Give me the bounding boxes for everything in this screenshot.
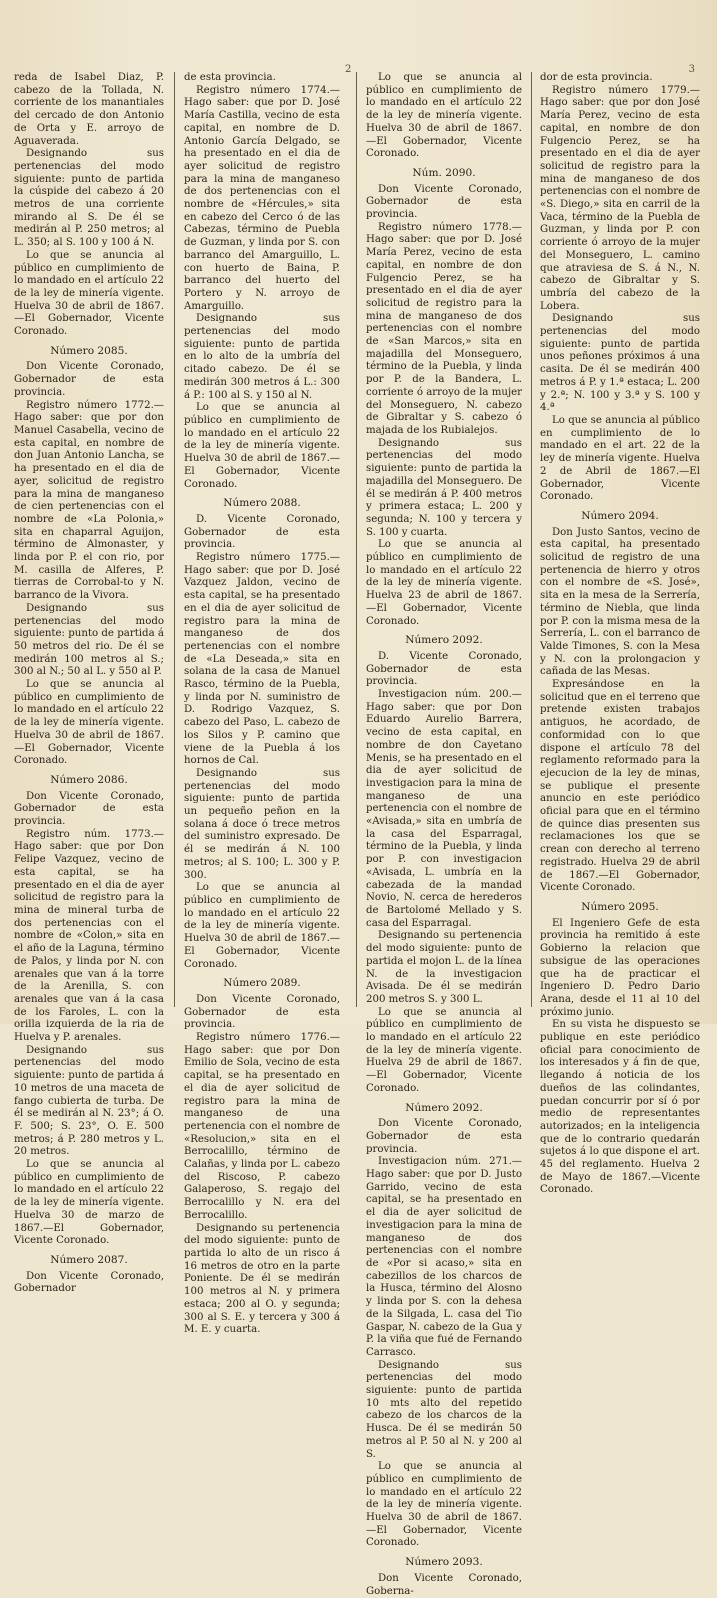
paragraph: Registro número 1772.—Hago saber: que por don Manuel Casabella, vecino de esta capital, en nombre de don Juan Antonio Lancha, se ha presentado en el dia de ayer, solicitud de registro para la mina de manganeso de cien pertenencias con el nombre de «La Polonia,» sita en chaparral Aguijon, término de Almonaster, y linda por P. el con rio, por M. casilla de Alferes, P. tierras de Corrobal-to y N. barranco de la Vivora.	[14, 399, 164, 602]
paragraph: Registro número 1775.—Hago saber: que por D. José Vazquez Jaldon, vecino de esta capital, se ha presentado en el dia de ayer solicitud de registro para la mina de manganeso de dos pertenencias con el nombre de «La Deseada,» sita en solana de la casa de Manuel Rasco, término de la Puebla, y linda por N. suministro de D. Rodrigo Vazquez, S. cabezo del Paso, L. cabezo de los Silos y P. camino que viene de la Puebla á los hornos de Cal.	[184, 552, 340, 767]
notice-number: Número 2092.	[405, 634, 483, 647]
paragraph: Designando sus pertenencias del modo siguiente: punto de partida en lo alto de la umbría del citado cabezo. De él se medirán 300 metros á L.: 300 á P.: 100 al S. y 150 al N.	[184, 313, 340, 401]
paragraph: Don Vicente Coronado, Gobernador de esta provincia.	[184, 993, 340, 1031]
paragraph: Lo que se anuncia al público en cumplimiento de lo mandado en el artículo 22 de la ley de minería vigente. Huelva 23 de abril de 1867. —El Gobernador, Vicente Coronado.	[366, 539, 522, 627]
paragraph: Designando sus pertenencias del modo siguiente: punto de partida unos peñones próximos á una casita. De él se medirán 400 metros á P. y 1.ª estaca; L. 200 y 2.ª; N. 100 y 3.ª y S. 100 y 4.ª	[540, 313, 700, 414]
notice-number: Número 2089.	[223, 977, 301, 990]
paragraph: En su vista he dispuesto se publique en este periódico oficial para conocimiento de los interesados y á fin de que, llegando á noticia de los dueños de las colindantes, puedan concurrir por sí ó por medio de representantes autorizados; en la inteligencia que de lo contrario quedarán sujetos á lo que dispone el art. 45 del reglamento. Huelva 2 de Mayo de 1867.—Vicente Coronado.	[540, 1019, 700, 1196]
paragraph: Registro número 1778.—Hago saber: que por D. José María Perez, vecino de esta capital, en nombre de don Fulgencio Perez, se ha presentado en el dia de ayer solicitud de registro para la mina de manganeso de dos pertenencias con el nombre de «San Marcos,» sita en majadilla del Monseguero, término de la Puebla, y linda por P. de la Bandera, L. corriente ó arroyo de la mujer del Monseguero, N. cabezo de Gibraltar y S. cabezo ó majada de los Rubialejos.	[366, 221, 522, 436]
paragraph: Don Vicente Coronado, Gobernador	[14, 1270, 164, 1295]
column-rule	[531, 72, 532, 1007]
paragraph: Lo que se anuncia al público en cumplimiento de lo mandado en el artículo 22 de la ley de minería vigente. Huelva 30 de abril de 1867.—El Gobernador, Vicente Coronado.	[184, 882, 340, 970]
paragraph: Registro número 1776.—Hago saber: que por Don Emilio de Sola, vecino de esta capital, se ha presentado en el dia de ayer solicitud de registro para la mina de manganeso de una pertenencia con el nombre de «Resolucion,» sita en el Berrocalillo, término de Calañas, y linda por L. cabezo del Riscoso, P. cabezo Galaperoso, S. regajo del Berrocalillo y N. era del Berrocalillo.	[184, 1032, 340, 1221]
paragraph: Registro número 1774.—Hago saber: que por D. José María Castilla, vecino de esta capital, en nombre de D. Antonio García Delgado, se ha presentado en el dia de ayer solicitud de registro para la mina de manganeso de dos pertenencias con el nombre de «Hércules,» sita en cabezo del Cerco ó de las Cabezas, término de Puebla de Guzman, y linda por S. con barranco del Amarguillo, L. con huerto de Baina, P. barranco del huerto del Portero y N. arroyo de Amarguillo.	[184, 84, 340, 312]
paragraph: Lo que se anuncia al público en cumplimiento de lo mandado en el artículo 22 de la ley de minería vigente. Huelva 30 de marzo de 1867.—El Gobernador, Vicente Coronado.	[14, 1159, 164, 1247]
paragraph: Don Vicente Coronado, Gobernador de esta provincia.	[14, 361, 164, 398]
notice-number: Número 2086.	[50, 773, 128, 786]
paragraph: Investigacion núm. 271.—Hago saber: que por D. Justo Garrido, vecino de esta capital, se ha presentado en el dia de ayer solicitud de investigacion para la mina de manganeso de dos pertenencias con el nombre de «Por si acaso,» sita en cabezillos de los charcos de la Husca, término del Alosno y linda por S. con la dehesa de la Silgada, L. casa del Tio Gaspar, N. cabezo de la Gua y P. la viña que fué de Fernando Carrasco.	[366, 1156, 522, 1358]
column-3	[366, 72, 522, 1597]
paragraph: Registro número 1779.—Hago saber: que por don José María Perez, vecino de esta capital, en nombre de don Fulgencio Perez, se ha presentado en el dia de ayer solicitud de registro para la mina de manganeso de dos pertenencias con el nombre de «S. Diego,» sita en carril de la Vaca, término de la Puebla de Guzman, y linda por P. con corriente ó arroyo de la mujer del Monseguero, L. camino que atraviesa de S. á N., N. cabezo de Gibraltar y S. umbría del cabezo de la Lobera.	[540, 84, 700, 312]
paragraph: D. Vicente Coronado, Gobernador de esta provincia.	[184, 513, 340, 551]
paragraph: Designando sus pertenencias del modo siguiente: punto de partida un pequeño peñon en la solana á doce ó trece metros del suministro expresado. De él se medirán á N. 100 metros; al S. 100; L. 300 y P. 300.	[184, 767, 340, 881]
paragraph: dor de esta provincia.	[540, 72, 653, 83]
paragraph: Don Vicente Coronado, Goberna-	[366, 1572, 522, 1597]
column-4	[540, 72, 700, 1196]
paragraph: Don Vicente Coronado, Gobernador de esta provincia.	[366, 183, 522, 221]
notice-number: Número 2094.	[581, 509, 659, 522]
paragraph: Designando sus pertenencias del modo siguiente: punto de partida á 10 metros de una maceta de fango cubierta de turba. De él se medirán al N. 23°; á O. F. 500; S. 23°, O. E. 500 metros; á P. 280 metros y L. 20 metros.	[14, 1044, 164, 1158]
paragraph: El Ingeniero Gefe de esta provincia ha remitido á este Gobierno la relacion que subsigue de las operaciones que ha de practicar el Ingeniero D. Pedro Dario Arana, desde el 11 al 10 del próximo junio.	[540, 917, 700, 1018]
paragraph: reda de Isabel Diaz, P. cabezo de la Tollada, N. corriente de los manantiales del cercado de don Antonio de Orta y E. arroyo de Aguaverada.	[14, 72, 164, 147]
paragraph: Lo que se anuncia al público en cumplimiento de lo mandado en el artículo 22 de la ley de minería vigente. Huelva 30 de abril de 1867. —El Gobernador, Vicente Coronado.	[366, 72, 522, 160]
notice-number: Número 2092.	[405, 1101, 483, 1114]
paragraph: Designando su pertenencia del modo siguiente: punto de partida el mojon L. de la línea N. de la investigacion Avisada. De él se medirán 200 metros S. y 300 L.	[366, 930, 522, 1005]
paragraph: de esta provincia.	[184, 72, 276, 83]
paragraph: Lo que se anuncia al público en cumplimiento de lo mandado en el artículo 22 de la ley de minería vigente. Huelva 30 de abril de 1867. —El Gobernador, Vicente Coronado.	[366, 1461, 522, 1549]
notice-number: Número 2087.	[50, 1253, 128, 1266]
paragraph: Designando sus pertenencias del modo siguiente: punto de partida la cúspide del cabezo á 20 metros de una corriente mirando al S. De él se medirán al P. 250 metros; al L. 350; al S. 100 y 100 á N.	[14, 148, 164, 249]
paragraph: Lo que se anuncia al público en cumplimiento de lo mandado en el artículo 22 de la ley de minería vigente. Huelva 30 de abril de 1867.—El Gobernador, Vicente Coronado.	[184, 402, 340, 490]
paragraph: Lo que se anuncia al público en cumplimiento de lo mandado en el artículo 22 de la ley de minería vigente. Huelva 30 de abril de 1867.—El Gobernador, Vicente Coronado.	[14, 679, 164, 767]
paragraph: Expresándose en la solicitud que en el terreno que pretende existen trabajos antiguos, he acordado, de conformidad con lo que dispone el artículo 78 del reglamento reformado para la ejecucion de la ley de minas, se publique el presente anuncio en este periódico oficial para que en el término de quince dias presenten sus reclamaciones los que se crean con derecho al terreno registrado. Huelva 29 de abril de 1867.—El Gobernador, Vicente Coronado.	[540, 679, 700, 894]
column-1	[14, 72, 164, 1295]
column-rule	[356, 72, 357, 1007]
notice-number: Número 2095.	[581, 901, 659, 913]
paragraph: Don Justo Santos, vecino de esta capital, ha presentado solicitud de registro de una pertenencia de hierro y otros con el nombre de «S. José», sita en la mesa de la Serrería, término de Niebla, que linda por P. con la misma mesa de la Serrería, L. con el barranco de Valde Timones, S. con la Mesa y N. con la prolongacion y cañada de las Mesas.	[540, 526, 700, 678]
paragraph: Lo que se anuncia al público en cumplimiento de lo mandado en el artículo 22 de la ley de minería vigente. Huelva 29 de abril de 1867. —El Gobernador, Vicente Coronado.	[366, 1006, 522, 1094]
notice-number: Número 2088.	[223, 497, 301, 510]
paragraph: Don Vicente Coronado, Gobernador de esta provincia.	[14, 790, 164, 828]
paragraph: D. Vicente Coronado, Gobernador de esta provincia.	[366, 650, 522, 688]
notice-number: Número 2085.	[50, 344, 128, 357]
column-rule	[174, 72, 175, 1007]
column-2	[184, 72, 340, 1336]
paragraph: Designando su pertenencia del modo siguiente: punto de partida lo alto de un risco á 16 metros de otro en la parte Poniente. De él se medirán 100 metros al N. y primera estaca; 200 al O. y segunda; 300 al S. E. y tercera y 300 á M. E. y cuarta.	[184, 1222, 340, 1336]
paragraph: Designando sus pertenencias del modo siguiente: punto de partida 10 mts alto del repetido cabezo de los charcos de la Husca. De él se medirán 50 metros al P. 50 al N. y 200 al S.	[366, 1359, 522, 1460]
paragraph: Designando sus pertenencias del modo siguiente: punto de partida la majadilla del Monseguero. De él se medirán á P. 400 metros y primera estaca; L. 200 y segunda; N. 100 y tercera y S. 100 y cuarta.	[366, 437, 522, 538]
paragraph: Registro núm. 1773.—Hago saber: que por Don Felipe Vazquez, vecino de esta capital, se ha presentado en el dia de ayer solicitud de registro para la mina de mineral turba de dos pertenencias con el nombre de «Colon,» sita en el año de la Laguna, término de Palos, y linda por N. con arenales que van á la torre de la Arenilla, S. con arenales que van á la casa de los Faroles, L. con la orilla izquierda de la ria de Huelva y P. arenales.	[14, 828, 164, 1044]
notice-number: Núm. 2090.	[412, 166, 476, 179]
paragraph: Designando sus pertenencias del modo siguiente: punto de partida á 50 metros del rio. De él se medirán 100 metros al S.; 300 al N.; 50 al L. y 550 al P.	[14, 602, 164, 678]
notice-number: Número 2093.	[405, 1556, 483, 1569]
paragraph: Investigacion núm. 200.—Hago saber: que por Don Eduardo Aurelio Barrera, vecino de esta capital, en nombre de don Cayetano Menis, se ha presentado en el dia de ayer solicitud de investigacion para la mina de manganeso de una pertenencia con el nombre de «Avisada,» sita en umbría de la casa del Esparragal, término de la Puebla, y linda por P. con investigacion «Avisada, L. umbría en la cabezada de la mandad Novio, N. cerca de herederos de Bartolomé Mellado y S. casa del Esparragal.	[366, 689, 522, 929]
paragraph: Lo que se anuncia al público en cumplimiento de lo mandado en el artículo 22 de la ley de minería vigente. Huelva 30 de abril de 1867.—El Gobernador, Vicente Coronado.	[14, 249, 164, 338]
paragraph: Lo que se anuncia al público en cumplimiento de lo mandado en el art. 22 de la ley de minería vigente. Huelva 2 de Abril de 1867.—El Gobernador, Vicente Coronado.	[540, 414, 700, 503]
page-folio: 3	[688, 64, 695, 75]
paragraph: Don Vicente Coronado, Gobernador de esta provincia.	[366, 1118, 522, 1155]
page-mark: 2	[345, 64, 352, 75]
